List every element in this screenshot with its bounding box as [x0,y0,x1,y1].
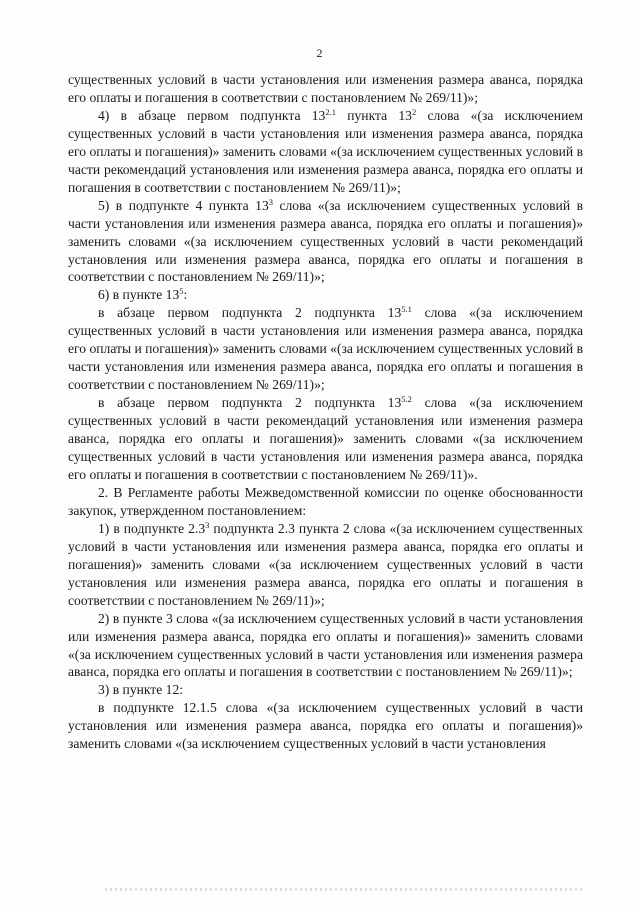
paragraph-subitem-5-1 [68,304,583,394]
paragraph-reg-item-3 [68,681,583,699]
scan-artifact-line [105,888,585,891]
paragraph-reg-item-2 [68,610,583,682]
paragraph-text: 1) в подпункте 2.3 [98,520,206,536]
paragraph-text: : [183,287,188,303]
paragraph-text: подпункта 2.3 пункта 2 слова «(за исключением существенных условий в части установления или изменения размера аванса, порядка его оплаты и погашения)» заменить словами «(за исключением существенных условий в части установления или изменения размера аванса, порядка его оплаты и погашения в соответствии с постановлением № 269/11)»; [68,520,584,608]
paragraph-section-2 [68,484,583,520]
superscript: 2.1 [325,106,336,117]
paragraph-subitem-5-2 [68,394,583,484]
paragraph-text: слова «(за исключением существенных условий в части установления или изменения размера аванса, порядка его оплаты и погашения)» заменить словами «(за исключением существенных условий в части рекомендаций установления или изменения размера аванса, порядка его оплаты и погашения в соответствии с постановлением № 269/11)»; [68,107,583,195]
paragraph-text: 2. В Регламенте работы Межведомственной комиссии по оценке обоснованности закупок, утвержденном постановлением: [68,484,583,518]
paragraph-text: 6) в пункте 13 [98,287,180,303]
paragraph-item-6 [68,286,583,304]
paragraph-text: слова «(за исключением существенных условий в части рекомендаций установления или изменения размера аванса, порядка его оплаты и погашения)» заменить словами «(за исключением существенных условий в части установления или изменения размера аванса, порядка его оплаты и погашения в соответствии с постановлением № 269/11)». [68,395,583,482]
superscript: 5.2 [401,394,412,405]
paragraph-text: пункта 13 [335,107,412,123]
superscript: 5 [179,286,184,297]
superscript: 5.1 [401,304,412,315]
superscript: 3 [205,519,210,530]
paragraph-text: в абзаце первом подпункта 2 подпункта 13 [98,305,402,321]
paragraph-text: в подпункте 12.1.5 слова «(за исключением существенных условий в части установления или изменения размера аванса, порядка его оплаты и погашения)» заменить словами «(за исключением существенных условий в части установления [68,700,583,752]
paragraph-text: в абзаце первом подпункта 2 подпункта 13 [98,395,402,411]
paragraph-text: 2) в пункте 3 слова «(за исключением существенных условий в части установления или изменения размера аванса, порядка его оплаты и погашения)» заменить словами «(за исключением существенных условий в части установления или изменения размера аванса, порядка его оплаты и погашения в соответствии с постановлением № 269/11)»; [68,610,583,680]
paragraph-text: существенных условий в части установления или изменения размера аванса, порядка его оплаты и погашения в соответствии с постановлением № 269/11)»; [68,72,583,105]
paragraph-text: слова «(за исключением существенных условий в части установления или изменения размера аванса, порядка его оплаты и погашения)» заменить словами «(за исключением существенных условий в части рекомендаций установления или изменения размера аванса, порядка его оплаты и погашения в соответствии с постановлением № 269/11)»; [68,197,583,285]
page-number: 2 [316,46,323,60]
paragraph-text: 4) в абзаце первом подпункта 13 [98,107,326,123]
paragraph-continuation [68,71,583,107]
paragraph-reg-item-1 [68,520,583,610]
superscript: 2 [411,106,417,117]
paragraph-reg-subitem-12-1-5 [68,699,583,753]
superscript: 3 [268,196,274,207]
paragraph-text: 3) в пункте 12: [98,682,184,698]
paragraph-item-5 [68,197,583,287]
paragraph-text: 5) в подпункте 4 пункта 13 [98,197,269,213]
document-body [68,71,583,753]
paragraph-item-4 [68,107,583,197]
paragraph-text: слова «(за исключением существенных условий в части установления или изменения размера аванса, порядка его оплаты и погашения)» заменить словами «(за исключением существенных условий в части установления или изменения размера аванса, порядка его оплаты и погашения в соответствии с постановлением № 269/11)»; [68,305,583,393]
